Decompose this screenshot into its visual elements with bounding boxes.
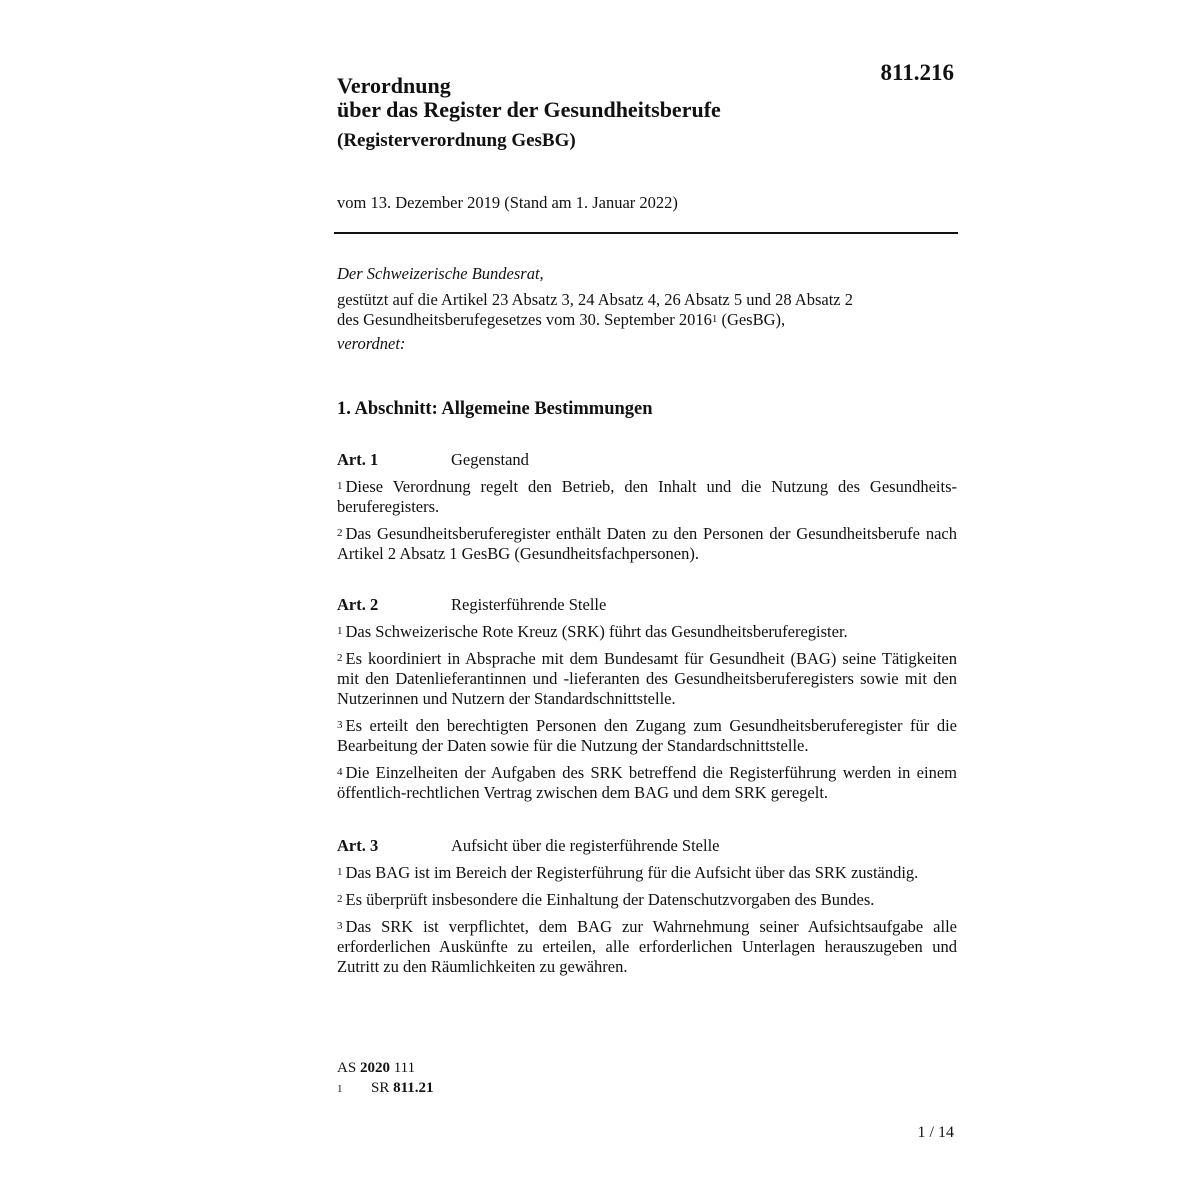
as-page: 111 (389, 1060, 416, 1076)
short-title: (Registerverordnung GesBG) (337, 130, 576, 151)
article-number: Art. 2 (337, 595, 379, 614)
page-number: 1 / 14 (917, 1124, 954, 1141)
article-1 (337, 450, 957, 571)
paragraph-text: Es koordiniert in Absprache mit dem Bundesamt für Gesundheit (BAG) seine Tätigkeiten mit den Datenlieferantinnen und -lieferanten des Gesundheitsberuferegisters sowie mit den Nutzerinnen und Nutzern der Standardschnittstelle. (337, 649, 957, 708)
article-paragraph (337, 917, 957, 977)
paragraph-text: Es überprüft insbesondere die Einhaltung der Datenschutzvorgaben des Bundes. (345, 890, 875, 909)
paragraph-text: Diese Verordnung regelt den Betrieb, den Inhalt und die Nutzung des Gesundheitsberuferegisters. (337, 477, 957, 516)
as-citation (337, 1058, 434, 1078)
paragraph-number: 2 (337, 893, 343, 905)
article-paragraph (337, 649, 957, 709)
basis-text: des Gesundheitsberufegesetzes vom 30. September 2016 (337, 310, 712, 329)
footnotes (337, 1058, 434, 1099)
preamble-basis-line-1: gestützt auf die Artikel 23 Absatz 3, 24 Absatz 4, 26 Absatz 5 und 28 Absatz 2 (337, 290, 854, 309)
paragraph-text: Das SRK ist verpflichtet, dem BAG zur Wahrnehmung seiner Aufsichtsaufgabe alle erforderlichen Auskünfte zu erteilen, alle erforderlichen Unterlagen herauszugeben und Zutritt zu den Räumlichkeiten zu gewähren. (337, 917, 957, 976)
article-paragraph (337, 890, 957, 910)
paragraph-number: 3 (337, 920, 343, 932)
article-title: Aufsicht über die registerführende Stelle (451, 836, 720, 855)
preamble-issuer: Der Schweizerische Bundesrat, (337, 264, 544, 283)
article-heading (337, 450, 957, 470)
paragraph-text: Das Schweizerische Rote Kreuz (SRK) führt das Gesundheitsberuferegister. (345, 622, 848, 641)
article-heading (337, 836, 957, 856)
section-title: 1. Abschnitt: Allgemeine Bestimmungen (337, 399, 653, 419)
paragraph-number: 2 (337, 527, 343, 539)
article-2 (337, 595, 957, 810)
basis-text-end: (GesBG), (717, 310, 786, 329)
article-paragraph (337, 763, 957, 803)
document-title (337, 74, 721, 152)
footnote-ref-1[interactable]: 1 (711, 313, 718, 325)
as-year: 2020 (359, 1060, 390, 1076)
paragraph-number: 1 (337, 866, 343, 878)
article-number: Art. 1 (337, 450, 379, 469)
preamble-ordains: verordnet: (337, 334, 406, 353)
footnote-text (371, 1078, 434, 1099)
sr-number: 811.216 (880, 60, 954, 85)
header-divider (334, 232, 958, 234)
article-paragraph (337, 863, 957, 883)
paragraph-text: Es erteilt den berechtigten Personen den Zugang zum Gesundheitsberuferegister für die Bearbeitung der Daten sowie für die Nutzung der Standardschnittstelle. (337, 716, 957, 755)
title-line-2: über das Register der Gesundheitsberufe (337, 97, 721, 122)
footnote-1 (337, 1078, 434, 1099)
date-line: vom 13. Dezember 2019 (Stand am 1. Januar 2022) (337, 193, 678, 212)
article-number: Art. 3 (337, 836, 379, 855)
article-title: Gegenstand (451, 450, 529, 469)
paragraph-text: Das BAG ist im Bereich der Registerführung für die Aufsicht über das SRK zuständig. (345, 863, 919, 882)
title-line-1: Verordnung (337, 73, 451, 98)
article-paragraph (337, 524, 957, 564)
footnote-mark: 1 (337, 1083, 343, 1095)
article-paragraph (337, 622, 957, 642)
article-heading (337, 595, 957, 615)
article-paragraph (337, 477, 957, 517)
preamble (337, 264, 957, 354)
article-paragraph (337, 716, 957, 756)
paragraph-text: Die Einzelheiten der Aufgaben des SRK betreffend die Registerführung werden in einem öffentlich-rechtlichen Vertrag zwischen dem BAG und dem SRK geregelt. (337, 763, 957, 802)
paragraph-number: 4 (337, 766, 343, 778)
article-3 (337, 836, 957, 984)
paragraph-number: 2 (337, 652, 343, 664)
paragraph-text: Das Gesundheitsberuferegister enthält Daten zu den Personen der Gesundheitsberufe nach Artikel 2 Absatz 1 GesBG (Gesundheitsfachpersonen). (337, 524, 957, 563)
preamble-basis-line-2 (337, 310, 957, 330)
sr-prefix: SR (371, 1080, 394, 1096)
paragraph-number: 1 (337, 480, 343, 492)
sr-reference[interactable]: 811.21 (393, 1080, 434, 1096)
as-prefix: AS (337, 1060, 360, 1076)
paragraph-number: 1 (337, 625, 343, 637)
paragraph-number: 3 (337, 719, 343, 731)
article-title: Registerführende Stelle (451, 595, 607, 614)
